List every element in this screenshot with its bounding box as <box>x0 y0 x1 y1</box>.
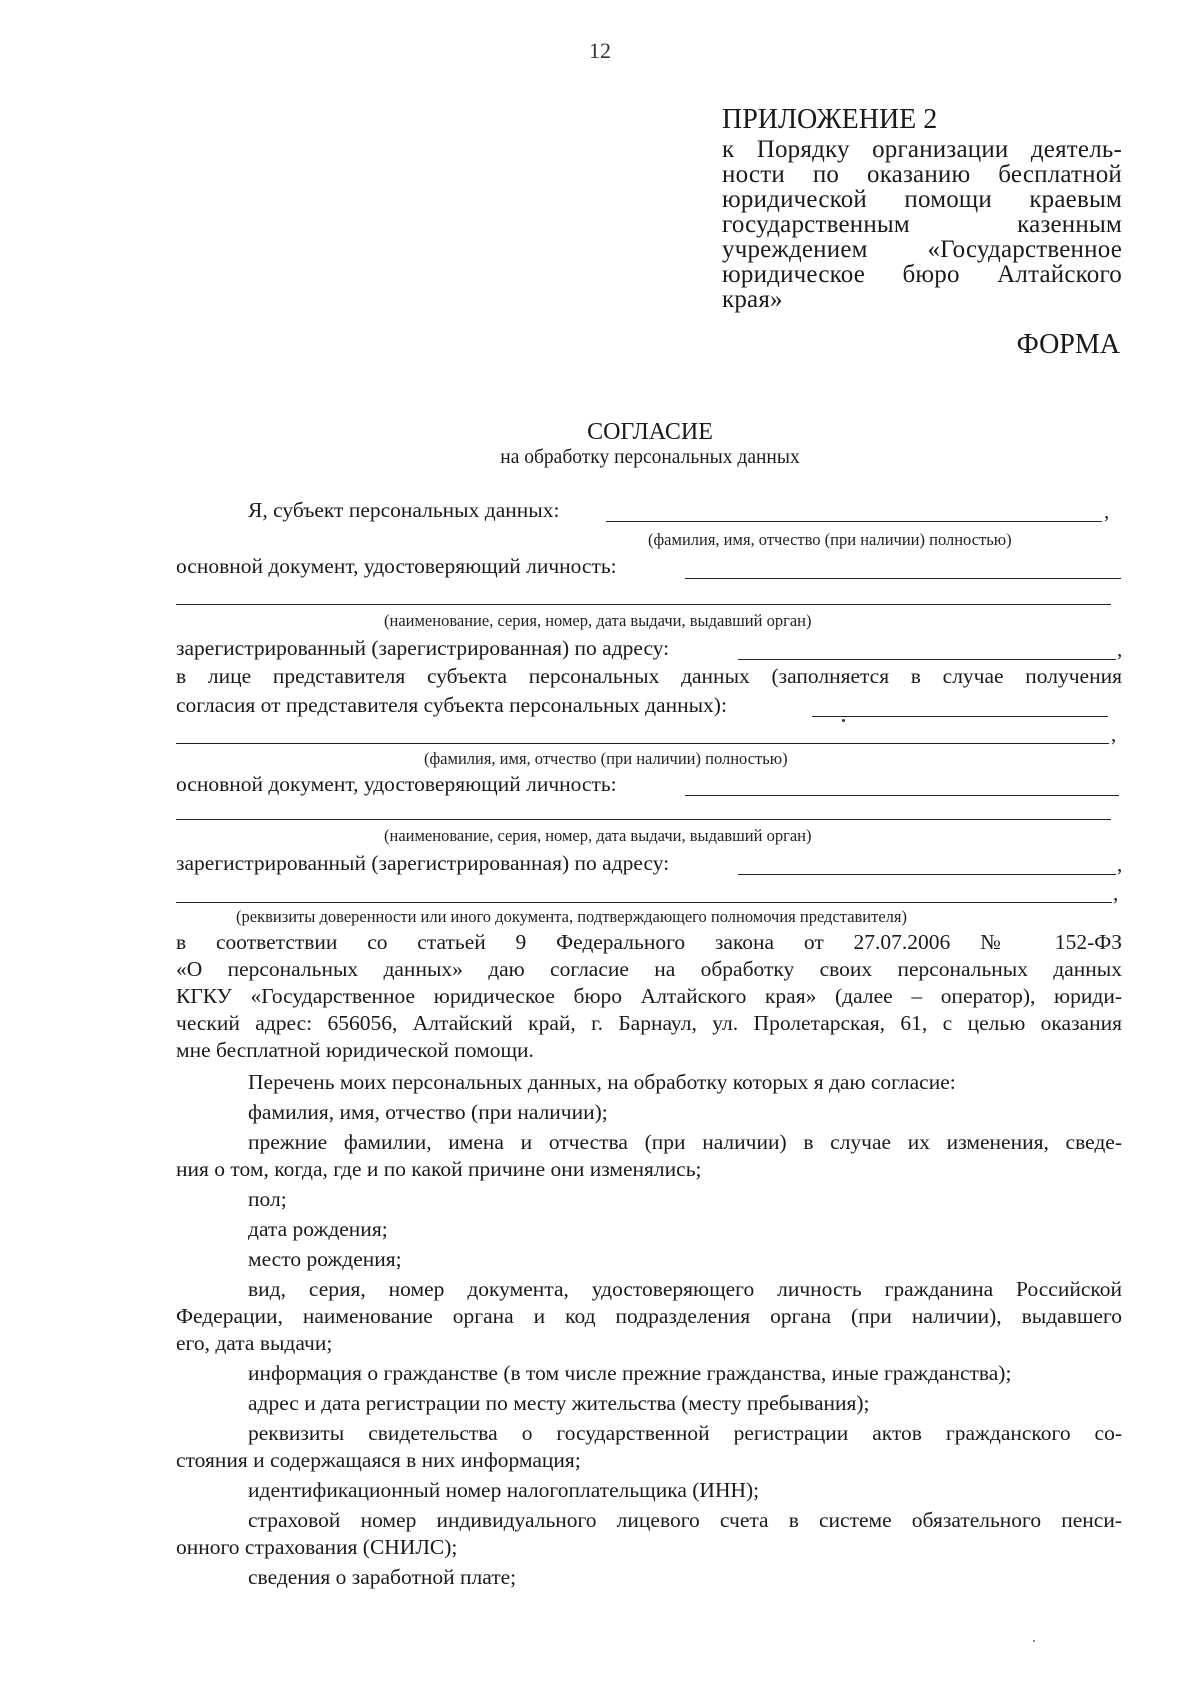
rep-line-2: согласия от представителя субъекта персональных данных): <box>176 693 727 717</box>
consent-title: СОГЛАСИЕ <box>587 419 713 445</box>
subject-name-field[interactable] <box>606 521 1102 522</box>
rep-name-caption: (фамилия, имя, отчество (при наличии) полностью) <box>424 749 788 768</box>
comma: , <box>1113 881 1119 905</box>
doc-caption: (наименование, серия, номер, дата выдачи, выдавший орган) <box>384 611 812 630</box>
body-line: ческий адрес: 656056, Алтайский край, г. Барнаул, ул. Пролетарская, 61, с целью оказания <box>176 1011 1122 1035</box>
proxy-field[interactable] <box>176 902 1112 903</box>
rep-line-1: в лице представителя субъекта персональных данных (заполняется в случае получения <box>176 664 1122 688</box>
scan-speck <box>1033 1640 1035 1642</box>
list-item: онного страхования (СНИЛС); <box>176 1535 458 1559</box>
list-item: Федерации, наименование органа и код подразделения органа (при наличии), выдавшего <box>176 1304 1122 1328</box>
doc2-caption: (наименование, серия, номер, дата выдачи, выдавший орган) <box>384 826 812 845</box>
list-item: стояния и содержащаяся в них информация; <box>176 1448 581 1472</box>
rep-name-field-continued[interactable] <box>176 743 1109 744</box>
appendix-line: учреждением «Государственное <box>722 236 1122 263</box>
list-item: страховой номер индивидуального лицевого счета в системе обязательного пенси- <box>248 1508 1122 1532</box>
list-item: пол; <box>248 1187 287 1211</box>
list-item: фамилия, имя, отчество (при наличии); <box>248 1100 608 1124</box>
list-item: реквизиты свидетельства о государственной регистрации актов гражданского со- <box>248 1421 1122 1445</box>
comma: , <box>1111 722 1117 746</box>
appendix-line: государственным казенным <box>722 211 1122 238</box>
page-number: 12 <box>589 38 611 63</box>
list-item: дата рождения; <box>248 1217 388 1241</box>
list-item: место рождения; <box>248 1247 402 1271</box>
form-label: ФОРМА <box>1016 329 1120 360</box>
rep-name-field[interactable] <box>812 716 1108 717</box>
appendix-title: ПРИЛОЖЕНИЕ 2 <box>722 104 938 135</box>
list-item: прежние фамилии, имена и отчества (при наличии) в случае их изменения, сведе- <box>248 1130 1122 1154</box>
list-intro: Перечень моих персональных данных, на обработку которых я даю согласие: <box>248 1070 956 1094</box>
subject-label: Я, субъект персональных данных: <box>248 498 560 522</box>
doc2-label: основной документ, удостоверяющий личность: <box>176 772 617 796</box>
proxy-caption: (реквизиты доверенности или иного документа, подтверждающего полномочия представителя) <box>236 907 907 926</box>
appendix-line: ности по оказанию бесплатной <box>722 161 1122 188</box>
list-item: его, дата выдачи; <box>176 1331 333 1355</box>
body-line: в соответствии со статьей 9 Федерального закона от 27.07.2006 № 152-ФЗ <box>176 930 1122 954</box>
ink-dot <box>842 719 845 722</box>
consent-subtitle: на обработку персональных данных <box>500 447 800 468</box>
subject-name-caption: (фамилия, имя, отчество (при наличии) полностью) <box>648 530 1012 549</box>
doc2-field[interactable] <box>685 795 1119 796</box>
appendix-line: края» <box>722 286 783 313</box>
comma: , <box>1117 637 1123 661</box>
address-label: зарегистрированный (зарегистрированная) по адресу: <box>176 636 670 660</box>
address2-field[interactable] <box>738 874 1116 875</box>
doc-field[interactable] <box>685 578 1121 579</box>
appendix-line: юридическое бюро Алтайского <box>722 261 1122 288</box>
list-item: сведения о заработной плате; <box>248 1565 517 1589</box>
body-line: мне бесплатной юридической помощи. <box>176 1038 534 1062</box>
appendix-line: юридической помощи краевым <box>722 186 1122 213</box>
address2-label: зарегистрированный (зарегистрированная) по адресу: <box>176 851 670 875</box>
list-item: вид, серия, номер документа, удостоверяющего личность гражданина Российской <box>248 1277 1122 1301</box>
comma: , <box>1117 852 1123 876</box>
doc-field-continued[interactable] <box>176 604 1111 605</box>
appendix-header <box>722 103 1122 312</box>
list-item: ния о том, когда, где и по какой причине они изменялись; <box>176 1157 702 1181</box>
address-field[interactable] <box>738 659 1116 660</box>
list-item: информация о гражданстве (в том числе прежние гражданства, иные гражданства); <box>248 1361 1012 1385</box>
doc2-field-continued[interactable] <box>176 819 1111 820</box>
doc-label: основной документ, удостоверяющий личность: <box>176 554 617 578</box>
comma: , <box>1104 499 1110 523</box>
body-line: «О персональных данных» даю согласие на обработку своих персональных данных <box>176 957 1122 981</box>
appendix-line: к Порядку организации деятель- <box>722 136 1122 163</box>
list-item: идентификационный номер налогоплательщика (ИНН); <box>248 1478 760 1502</box>
body-line: КГКУ «Государственное юридическое бюро Алтайского края» (далее – оператор), юриди- <box>176 984 1122 1008</box>
list-item: адрес и дата регистрации по месту жительства (месту пребывания); <box>248 1391 870 1415</box>
